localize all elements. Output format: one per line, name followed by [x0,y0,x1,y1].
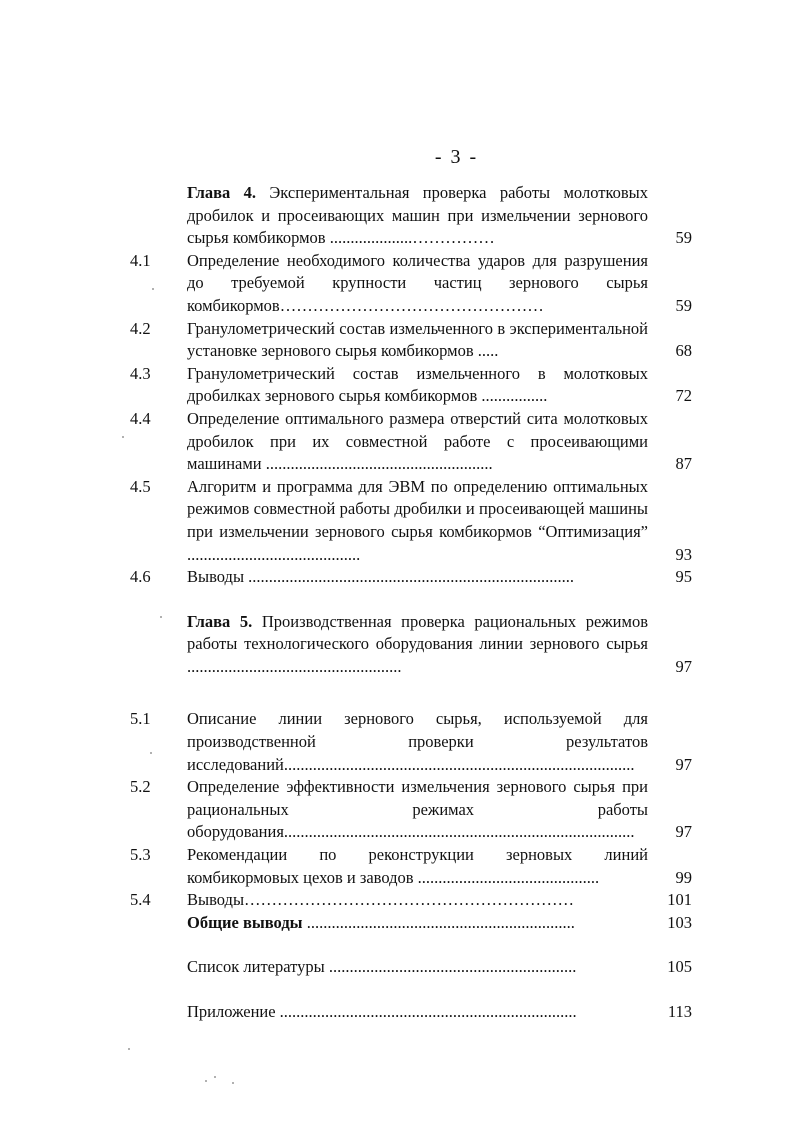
section-number: 5.3 [130,845,151,865]
section-page: 68 [675,341,692,361]
section-page: 95 [675,567,692,587]
references-page: 105 [667,957,692,977]
scan-speck [214,1076,216,1078]
section-title: Определение оптимального размера отверстий сита молотковых дробилок при их совместной работе с просеивающими машинами ....................................................... [187,408,648,474]
scan-speck [232,1082,234,1084]
section-number: 4.3 [130,363,151,383]
section-title: Выводы…………………………………………………… [187,890,575,910]
chapter-4-title: Экспериментальная проверка работы молотковых дробилок и просеивающих машин при измельчении зернового сырья комбикормов ....................…………… [187,183,648,248]
table-of-contents [130,182,692,1024]
toc-entry-4-2 [130,318,692,363]
spacer [130,678,692,708]
section-title: Гранулометрический состав измельченного в экспериментальной установке зернового сырья комбикормов ..... [187,318,648,361]
spacer [130,979,692,1001]
toc-entry-general-conclusions [130,912,692,935]
section-page: 93 [675,544,692,564]
general-conclusions-title: Общие выводы [187,912,303,932]
section-title: Рекомендации по реконструкции зерновых линий комбикормовых цехов и заводов ............................................ [187,845,648,887]
toc-entry-4-3 [130,363,692,408]
toc-entry-5-1 [130,708,692,776]
chapter-5-body [187,611,648,679]
page-number: - 3 - [434,146,479,168]
section-number: 5.2 [130,777,151,797]
section-number: 4.5 [130,476,151,496]
section-number: 5.4 [130,890,151,910]
toc-entry-appendix [130,1001,692,1024]
general-conclusions-body [187,912,648,935]
section-page: 101 [667,890,692,910]
general-conclusions-page: 103 [667,912,692,932]
section-title: Определение эффективности измельчения зернового сырья при рациональных режимах работы оборудования..................................................................................... [187,777,648,842]
toc-entry-4-5 [130,476,692,566]
toc-entry-5-3 [130,844,692,889]
spacer [130,934,692,956]
chapter-5-heading: Глава 5. [187,611,253,631]
section-number: 4.6 [130,567,151,587]
toc-entry-references [130,956,692,979]
chapter-4-body [187,182,648,250]
chapter-4-page: 59 [675,228,692,248]
chapter-4-heading: Глава 4. [187,183,257,202]
section-title: Описание линии зернового сырья, используемой для производственной проверки результатов исследований..................................................................................... [187,709,648,774]
section-title: Гранулометрический состав измельченного в молотковых дробилках зернового сырья комбикормов ................ [187,363,648,406]
chapter-5-title: Производственная проверка рациональных режимов работы технологического оборудования линии зернового сырья .................................................... [187,611,648,676]
section-number: 4.1 [130,250,151,270]
section-page: 97 [675,822,692,842]
scan-speck [152,288,154,290]
scan-speck [150,752,152,754]
section-page: 72 [675,386,692,406]
section-number: 4.2 [130,318,151,338]
section-number: 5.1 [130,709,151,729]
section-page: 97 [675,754,692,774]
spacer [130,589,692,611]
section-page: 99 [675,867,692,887]
chapter-5-entry [130,611,692,679]
section-title: Выводы ............................................................................... [187,567,575,587]
chapter-4-entry [130,182,692,250]
chapter-5-page: 97 [675,656,692,676]
appendix-title: Приложение ........................................................................ [187,1002,577,1021]
scan-speck [205,1080,207,1082]
toc-entry-5-4 [130,889,692,912]
scan-speck [160,616,162,618]
section-page: 59 [675,295,692,315]
toc-entry-5-2 [130,776,692,844]
references-title: Список литературы ............................................................ [187,957,577,977]
scan-speck [122,436,124,438]
section-title: Определение необходимого количества ударов для разрушения до требуемой крупности частиц зернового сырья комбикормов………………………………………… [187,250,648,315]
scan-speck [128,1048,130,1050]
general-conclusions-dots: ................................................................. [302,912,575,932]
section-title: Алгоритм и программа для ЭВМ по определению оптимальных режимов совместной работы дробилки и просеивающей машины при измельчении зернового сырья комбикормов “Оптимизация” .......................................... [187,476,648,564]
toc-entry-4-6 [130,566,692,589]
toc-entry-4-4 [130,408,692,476]
section-number: 4.4 [130,408,151,428]
toc-entry-4-1 [130,250,692,318]
section-page: 87 [675,454,692,474]
appendix-page: 113 [667,1002,692,1021]
